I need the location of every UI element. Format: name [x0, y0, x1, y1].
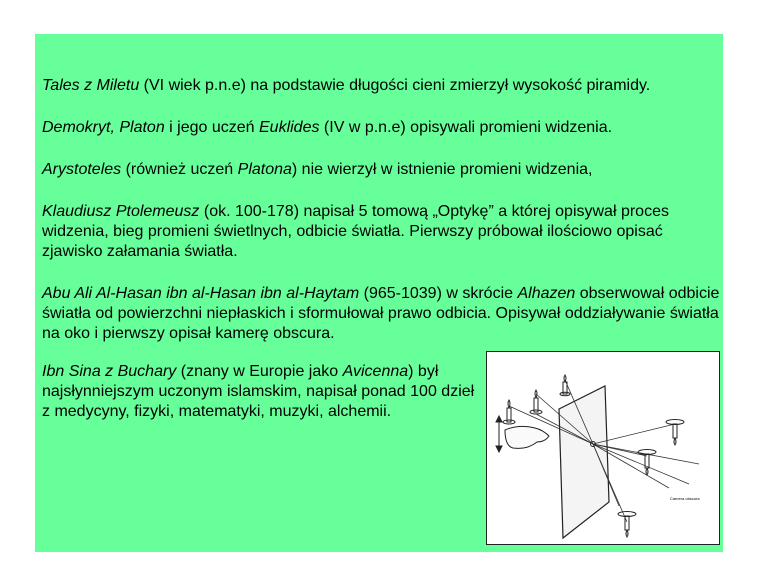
text-demokryt-1: i jego uczeń: [164, 119, 259, 136]
name-euklides: Euklides: [259, 119, 320, 136]
text-arystoteles-1: (również uczeń: [121, 161, 238, 178]
arrow-drawing: [496, 416, 502, 452]
text-arystoteles-2: ) nie wierzył w istnienie promieni widzenia,: [291, 161, 593, 178]
paragraph-demokryt: [42, 118, 718, 138]
screen-wall: [559, 386, 609, 538]
figure-caption: Camera obscura: [670, 496, 700, 501]
text-demokryt-2: (IV w p.n.e) opisywali promieni widzenia.: [319, 119, 613, 136]
slide: [35, 34, 723, 552]
hand-drawing: [505, 426, 549, 448]
camera-obscura-drawing: [487, 352, 721, 546]
candle-right-3: [618, 512, 636, 538]
name-alhazen: Alhazen: [517, 285, 576, 302]
paragraph-avicenna: [42, 362, 478, 422]
candle-left-2: [560, 375, 570, 396]
name-demokryt-platon: Demokryt, Platon: [42, 119, 165, 136]
text-tales: (VI wiek p.n.e) na podstawie długości cieni zmierzył wysokość piramidy.: [139, 77, 651, 94]
candle-left-1: [530, 390, 542, 414]
candle-left-3: [503, 400, 515, 424]
paragraph-alhazen: [42, 284, 720, 344]
text-alhazen-2: obserwował odbicie światła od powierzchni niepłaskich i sformułował prawo odbicia. Opisywał oddziaływanie światła na oko i pierwszy opisał kamerę obscura.: [42, 285, 720, 342]
paragraph-ptolemeusz: [42, 202, 720, 262]
text-ptolemeusz: (ok. 100-178) napisał 5 tomową „Optykę” a której opisywał proces widzenia, bieg promieni świetlnych, odbicie światła. Pierwszy próbował ilościowo opisać zjawisko załamania światła.: [42, 203, 669, 260]
name-platona: Platona: [237, 161, 292, 178]
text-avicenna-2: ) był najsłynniejszym uczonym islamskim, napisał ponad 100 dzieł z medycyny, fizyki, matematyki, muzyki, alchemii.: [42, 363, 475, 420]
camera-obscura-figure: [486, 351, 720, 545]
paragraph-arystoteles: [42, 160, 718, 180]
name-avicenna: Avicenna: [342, 363, 409, 380]
text-alhazen-1: (965-1039) w skrócie: [359, 285, 518, 302]
name-ibn-sina: Ibn Sina z Buchary: [42, 363, 177, 380]
candle-right-1: [666, 420, 684, 446]
paragraph-tales: [42, 76, 718, 96]
name-tales: Tales z Miletu: [42, 77, 140, 94]
text-avicenna-1: (znany w Europie jako: [176, 363, 343, 380]
name-alhazen-full: Abu Ali Al-Hasan ibn al-Hasan ibn al-Haytam: [42, 285, 360, 302]
name-arystoteles: Arystoteles: [42, 161, 122, 178]
name-ptolemeusz: Klaudiusz Ptolemeusz: [42, 203, 200, 220]
